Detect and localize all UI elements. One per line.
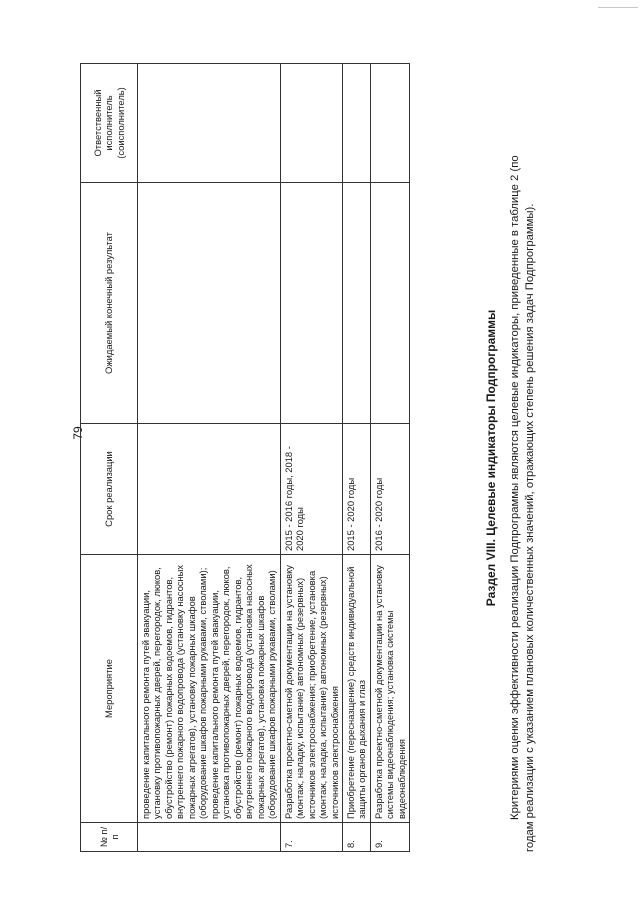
header-responsible: Ответственный исполнитель (соисполнитель) [81,64,138,183]
rotated-page-content [80,32,640,852]
header-activity: Мероприятие [81,555,138,823]
row-responsible [370,64,409,183]
table-row [280,64,342,852]
row-result [138,183,281,424]
row-num: 7. [280,823,342,852]
row-term [138,424,281,555]
row-responsible [138,64,281,183]
row-responsible [280,64,342,183]
section-title: Раздел VIII. Целевые индикаторы Подпрограммы [484,309,498,607]
row-activity: Разработка проектно-сметной документации на установку (монтаж, наладку, испытание) автономных (резервных) источников электроснабжения; приобретение, установка (монтаж, наладка, испытание) автономных (резервных) источников электроснабжения [280,555,342,823]
row-num [138,823,281,852]
row-activity: Приобретение (пересназщение) средств индивидуальной защиты органов дыхания и глаз [342,555,370,823]
activities-table [80,63,410,852]
row-term: 2015 - 2020 годы [342,424,370,555]
header-result: Ожидаемый конечный результат [81,183,138,424]
section-paragraph [508,42,537,852]
page-number: 79 [71,426,85,440]
scan-edge-line [598,7,638,8]
row-result [280,183,342,424]
row-activity: Разработка проектно-сметной документации на установку системы видеонаблюдения; установка системы видеонаблюдения [370,555,409,823]
paragraph-line-2: годам реализации с указанием плановых количественных значений, отражающих степень решения задач Подпрограммы). [523,203,536,852]
row-num: 9. [370,823,409,852]
row-activity: проведение капитального ремонта путей эвакуации, установку противопожарных дверей, перегородок, люков, обустройство (ремонт) пожарных водоемов, гидрантов, внутреннего пожарного водопровода (установку насосных пожарных агрегатов), установку пожарных шкафов (оборудование шкафов пожарными рукавами, стволами); проведение капитального ремонта путей эвакуации, установка противопожарных дверей, перегородок, люков, обустройство (ремонт) пожарных водоемов, гидрантов, внутреннего пожарного водопровода (установка насосных пожарных агрегатов), установка пожарных шкафов (оборудование шкафов пожарными рукавами, стволами) [138,555,281,823]
table-row [342,64,370,852]
row-result [370,183,409,424]
row-num: 8. [342,823,370,852]
table-row [370,64,409,852]
row-responsible [342,64,370,183]
header-num: № п/п [81,823,138,852]
table-header-row [81,64,138,852]
row-term: 2016 - 2020 годы [370,424,409,555]
table-row [138,64,281,852]
row-result [342,183,370,424]
header-term: Срок реализации [81,424,138,555]
row-term: 2015 - 2016 годы, 2018 - 2020 годы [280,424,342,555]
paragraph-line-1: Критериями оценки эффективности реализации Подпрограммы являются целевые индикаторы, приведенные в таблице 2 (по [509,155,521,820]
